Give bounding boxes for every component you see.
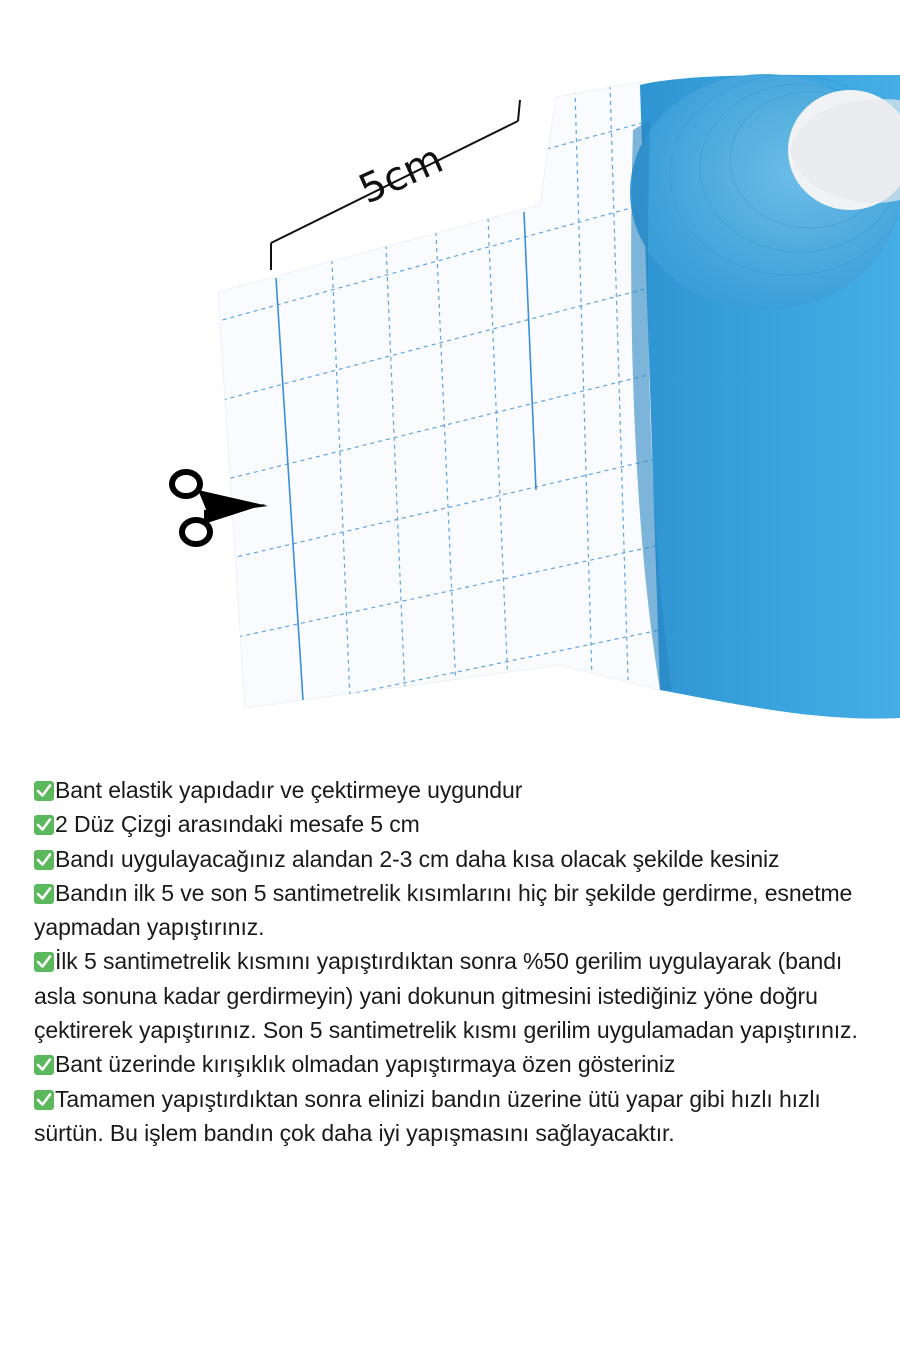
list-item-text: Bant üzerinde kırışıklık olmadan yapıştırmaya özen gösteriniz	[55, 1051, 676, 1078]
list-item	[34, 807, 884, 841]
list-item	[34, 944, 884, 1047]
list-item	[34, 773, 884, 807]
list-item-text: İlk 5 santimetrelik kısmını yapıştırdıktan sonra %50 gerilim uygulayarak (bandı asla sonuna kadar gerdirmeyin) yani dokunun gitmesini istediğiniz yöne doğru çektirerek yapıştırınız. Son 5 santimetrelik kısmı gerilim uygulamadan yapıştırınız.	[34, 948, 858, 1044]
tape-backing	[215, 40, 660, 722]
check-mark-icon	[34, 781, 54, 801]
tape-roll	[630, 74, 900, 719]
check-mark-icon	[34, 815, 54, 835]
check-mark-icon	[34, 884, 54, 904]
list-item	[34, 1047, 884, 1081]
list-item-text: Tamamen yapıştırdıktan sonra elinizi bandın üzerine ütü yapar gibi hızlı hızlı sürtün. Bu işlem bandın çok daha iyi yapışmasını sağlayacaktır.	[34, 1085, 821, 1146]
instructions-list	[34, 773, 884, 1150]
measure-label: 5cm	[352, 136, 450, 214]
check-mark-icon	[34, 1055, 54, 1075]
list-item	[34, 842, 884, 876]
list-item	[34, 1082, 884, 1151]
list-item	[34, 876, 884, 945]
list-item-text: Bandı uygulayacağınız alandan 2-3 cm daha kısa olacak şekilde kesiniz	[55, 845, 780, 872]
check-mark-icon	[34, 952, 54, 972]
list-item-text: 2 Düz Çizgi arasındaki mesafe 5 cm	[55, 811, 420, 838]
check-mark-icon	[34, 1090, 54, 1110]
check-mark-icon	[34, 850, 54, 870]
list-item-text: Bandın ilk 5 ve son 5 santimetrelik kısımlarını hiç bir şekilde gerdirme, esnetme yapmadan yapıştırınız.	[34, 879, 853, 941]
list-item-text: Bant elastik yapıdadır ve çektirmeye uygundur	[55, 777, 523, 803]
